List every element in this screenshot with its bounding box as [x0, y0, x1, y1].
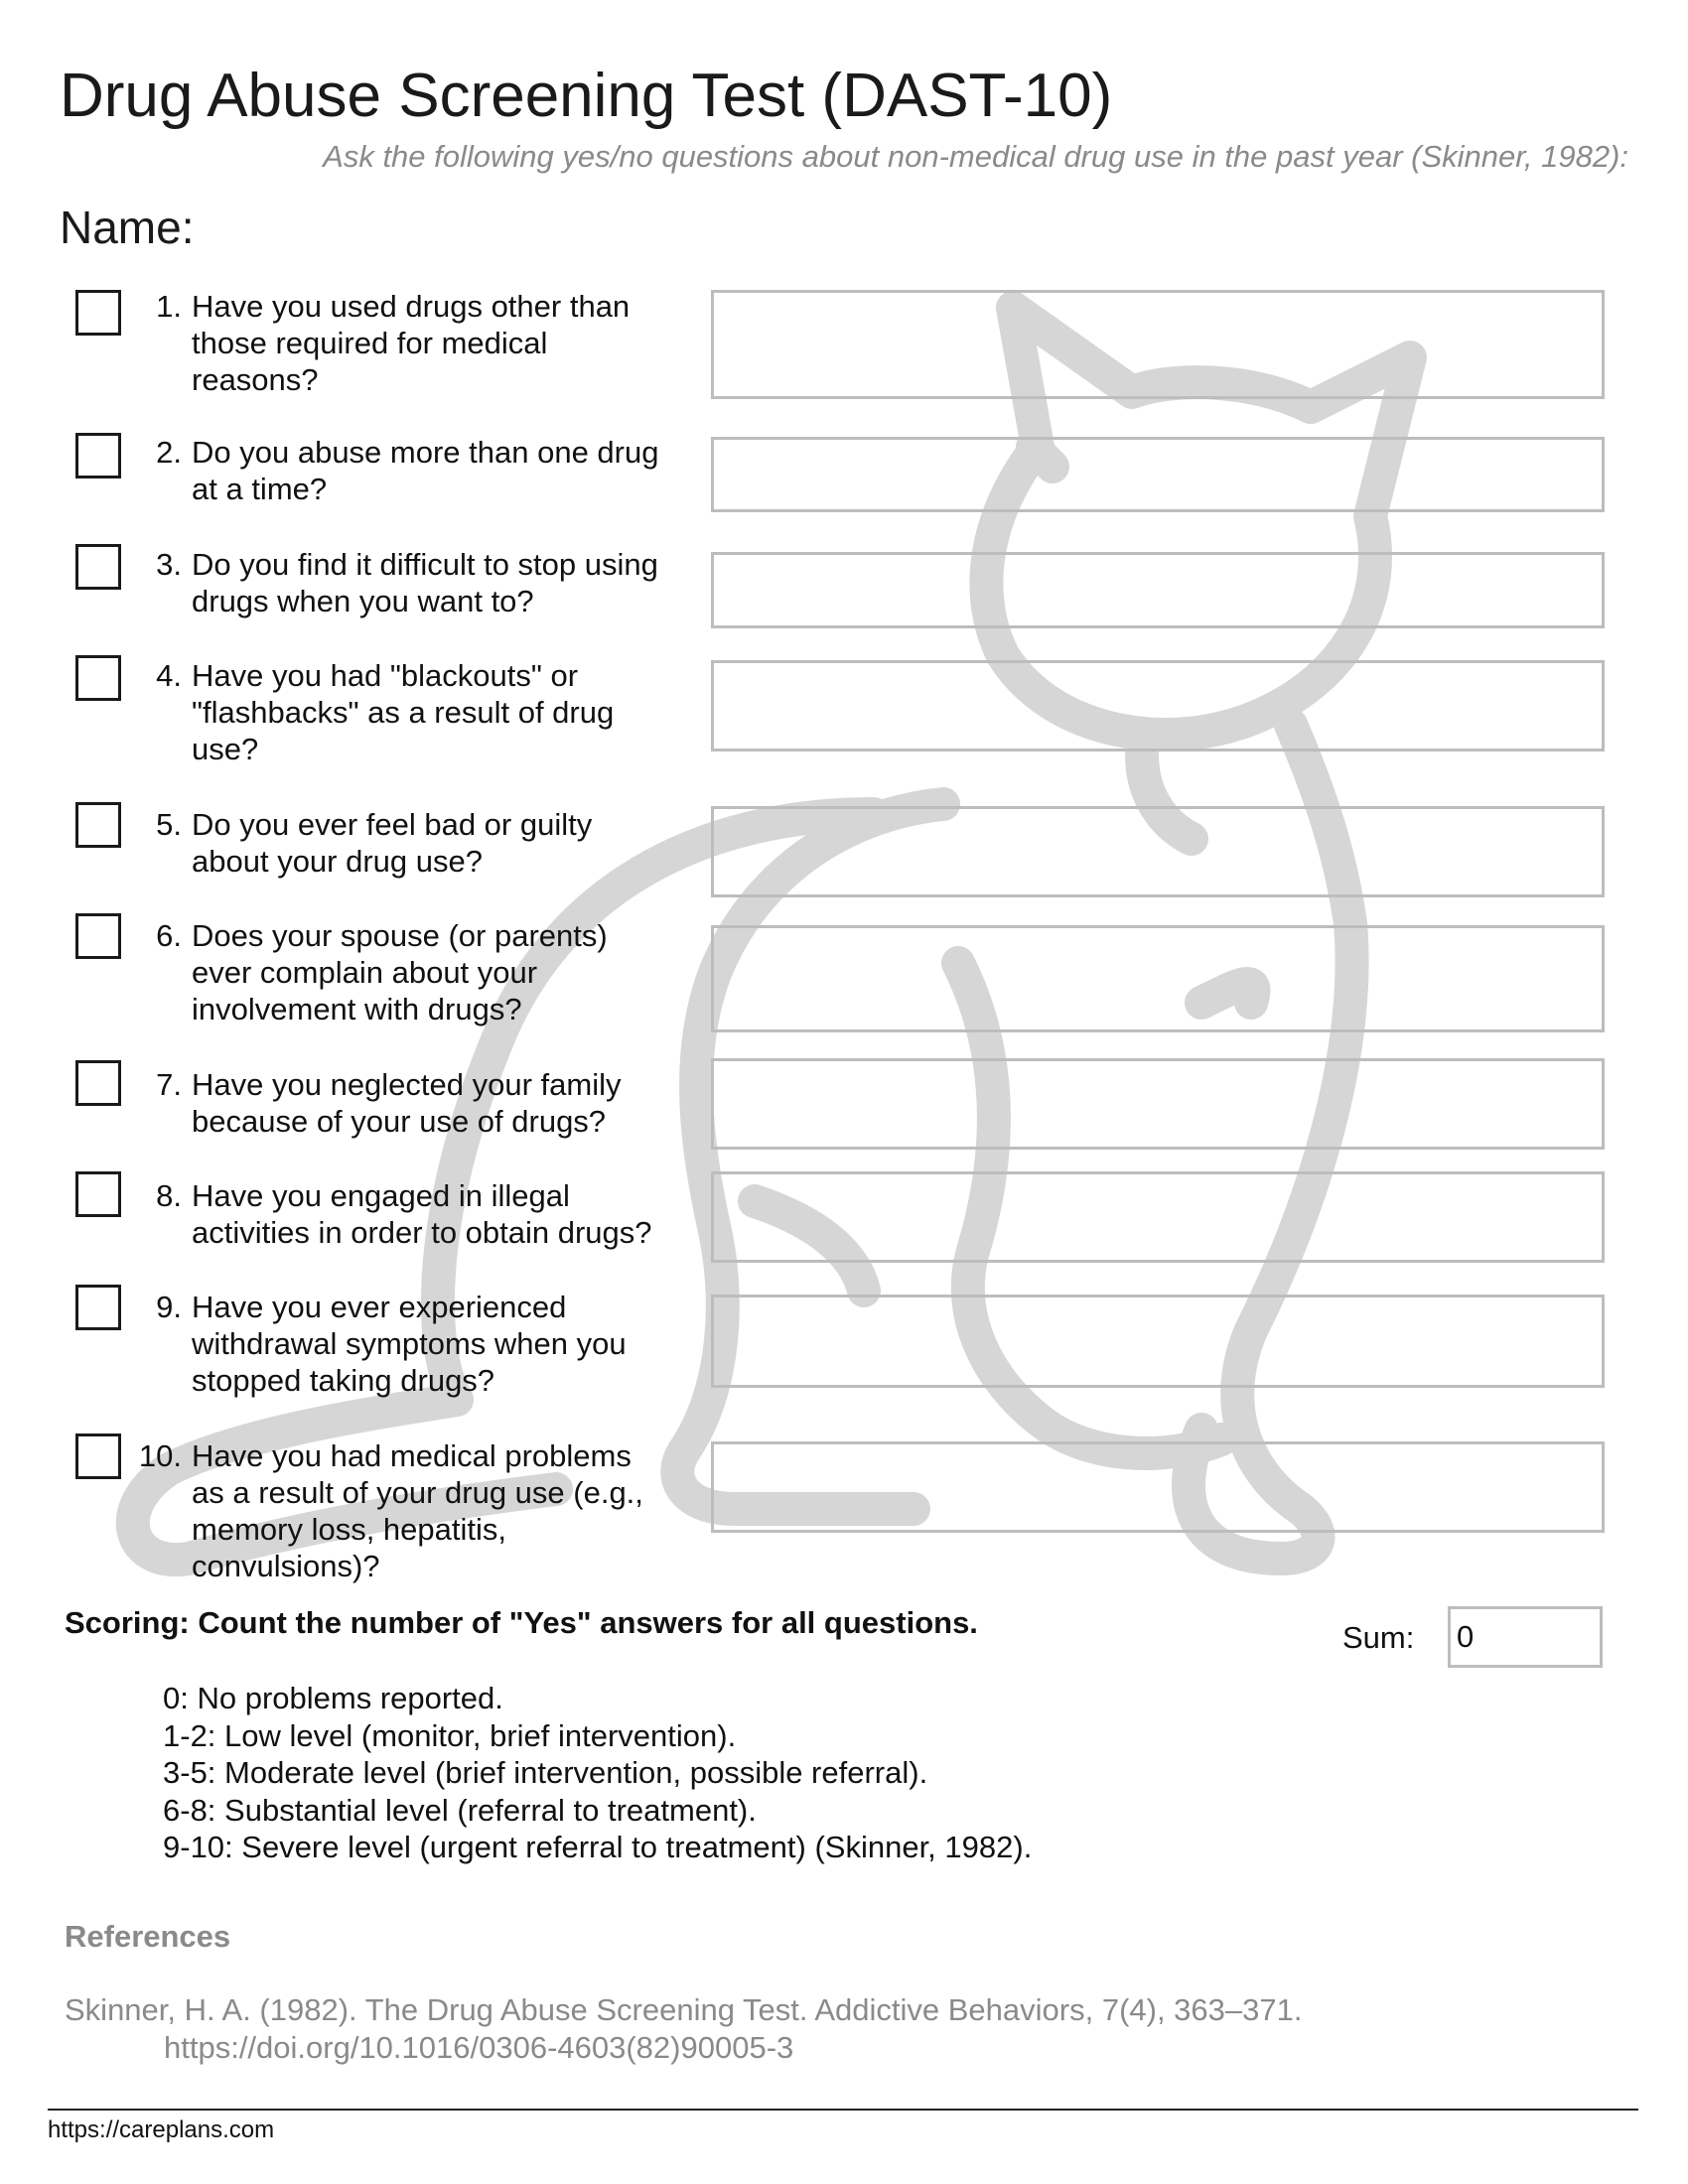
question-line: Do you find it difficult to stop using — [192, 547, 658, 582]
question-line: Have you engaged in illegal — [192, 1178, 570, 1213]
question-7-text — [192, 1066, 708, 1140]
question-line: stopped taking drugs? — [192, 1363, 495, 1398]
question-8-number: 8. — [156, 1178, 182, 1213]
question-line: memory loss, hepatitis, — [192, 1512, 506, 1547]
question-5-answer-field[interactable] — [711, 806, 1605, 897]
question-line: at a time? — [192, 472, 328, 506]
question-line: involvement with drugs? — [192, 992, 522, 1026]
question-3-answer-field[interactable] — [711, 552, 1605, 628]
question-line: reasons? — [192, 362, 319, 397]
question-4-answer-field[interactable] — [711, 660, 1605, 751]
question-9-text — [192, 1289, 708, 1399]
scoring-levels-list — [163, 1680, 1032, 1866]
question-2-answer-field[interactable] — [711, 437, 1605, 512]
question-8-answer-field[interactable] — [711, 1171, 1605, 1263]
references-heading: References — [65, 1919, 231, 1954]
question-line: activities in order to obtain drugs? — [192, 1215, 652, 1250]
question-4-text — [192, 657, 708, 767]
sum-field[interactable]: 0 — [1448, 1606, 1603, 1668]
question-9-answer-field[interactable] — [711, 1295, 1605, 1388]
question-1-number: 1. — [156, 289, 182, 324]
scoring-level: 1-2: Low level (monitor, brief intervention). — [163, 1717, 737, 1753]
question-5-text — [192, 806, 708, 880]
question-9-number: 9. — [156, 1290, 182, 1324]
question-line: Does your spouse (or parents) — [192, 918, 608, 953]
question-6-text — [192, 917, 708, 1027]
question-5-number: 5. — [156, 807, 182, 842]
question-6-number: 6. — [156, 918, 182, 953]
question-line: convulsions)? — [192, 1549, 380, 1583]
question-line: Have you neglected your family — [192, 1067, 622, 1102]
sum-label: Sum: — [1342, 1620, 1415, 1655]
question-3-text — [192, 546, 708, 619]
question-line: those required for medical — [192, 326, 548, 360]
question-line: Have you had medical problems — [192, 1438, 632, 1473]
question-line: Do you abuse more than one drug — [192, 435, 659, 470]
question-line: Have you ever experienced — [192, 1290, 567, 1324]
name-label: Name: — [60, 202, 195, 253]
page-title: Drug Abuse Screening Test (DAST-10) — [60, 62, 1113, 130]
instructions-subtitle: Ask the following yes/no questions about non-medical drug use in the past year (Skinner, 1982): — [323, 139, 1628, 174]
question-10-number: 10. — [138, 1438, 182, 1473]
reference-citation: Skinner, H. A. (1982). The Drug Abuse Screening Test. Addictive Behaviors, 7(4), 363–371. — [65, 1992, 1303, 2027]
question-line: "flashbacks" as a result of drug — [192, 695, 615, 730]
question-line: Have you had "blackouts" or — [192, 658, 579, 693]
reference-doi-link[interactable]: https://doi.org/10.1016/0306-4603(82)90005-3 — [164, 2030, 794, 2065]
question-7-number: 7. — [156, 1067, 182, 1102]
reference-entry — [65, 1991, 1302, 2067]
question-line: as a result of your drug use (e.g., — [192, 1475, 643, 1510]
question-2-text — [192, 434, 708, 507]
question-7-answer-field[interactable] — [711, 1058, 1605, 1150]
scoring-level: 3-5: Moderate level (brief intervention, possible referral). — [163, 1755, 928, 1790]
scoring-instruction: Scoring: Count the number of "Yes" answers for all questions. — [65, 1605, 978, 1640]
footer-url[interactable]: https://careplans.com — [48, 2116, 275, 2143]
question-2-number: 2. — [156, 435, 182, 470]
footer-divider — [48, 2109, 1638, 2111]
question-line: ever complain about your — [192, 955, 538, 990]
question-line: about your drug use? — [192, 844, 483, 879]
question-3-number: 3. — [156, 547, 182, 582]
question-4-number: 4. — [156, 658, 182, 693]
question-1-answer-field[interactable] — [711, 290, 1605, 399]
question-line: Have you used drugs other than — [192, 289, 631, 324]
question-line: drugs when you want to? — [192, 584, 534, 618]
question-10-answer-field[interactable] — [711, 1441, 1605, 1533]
scoring-level: 0: No problems reported. — [163, 1681, 503, 1715]
question-line: use? — [192, 732, 259, 766]
question-8-text — [192, 1177, 708, 1251]
question-6-answer-field[interactable] — [711, 925, 1605, 1032]
scoring-level: 6-8: Substantial level (referral to treatment). — [163, 1792, 757, 1828]
question-line: withdrawal symptoms when you — [192, 1326, 627, 1361]
question-10-text — [192, 1437, 708, 1584]
scoring-level: 9-10: Severe level (urgent referral to treatment) (Skinner, 1982). — [163, 1830, 1033, 1864]
question-1-text — [192, 288, 708, 398]
question-line: Do you ever feel bad or guilty — [192, 807, 593, 842]
question-line: because of your use of drugs? — [192, 1104, 607, 1139]
